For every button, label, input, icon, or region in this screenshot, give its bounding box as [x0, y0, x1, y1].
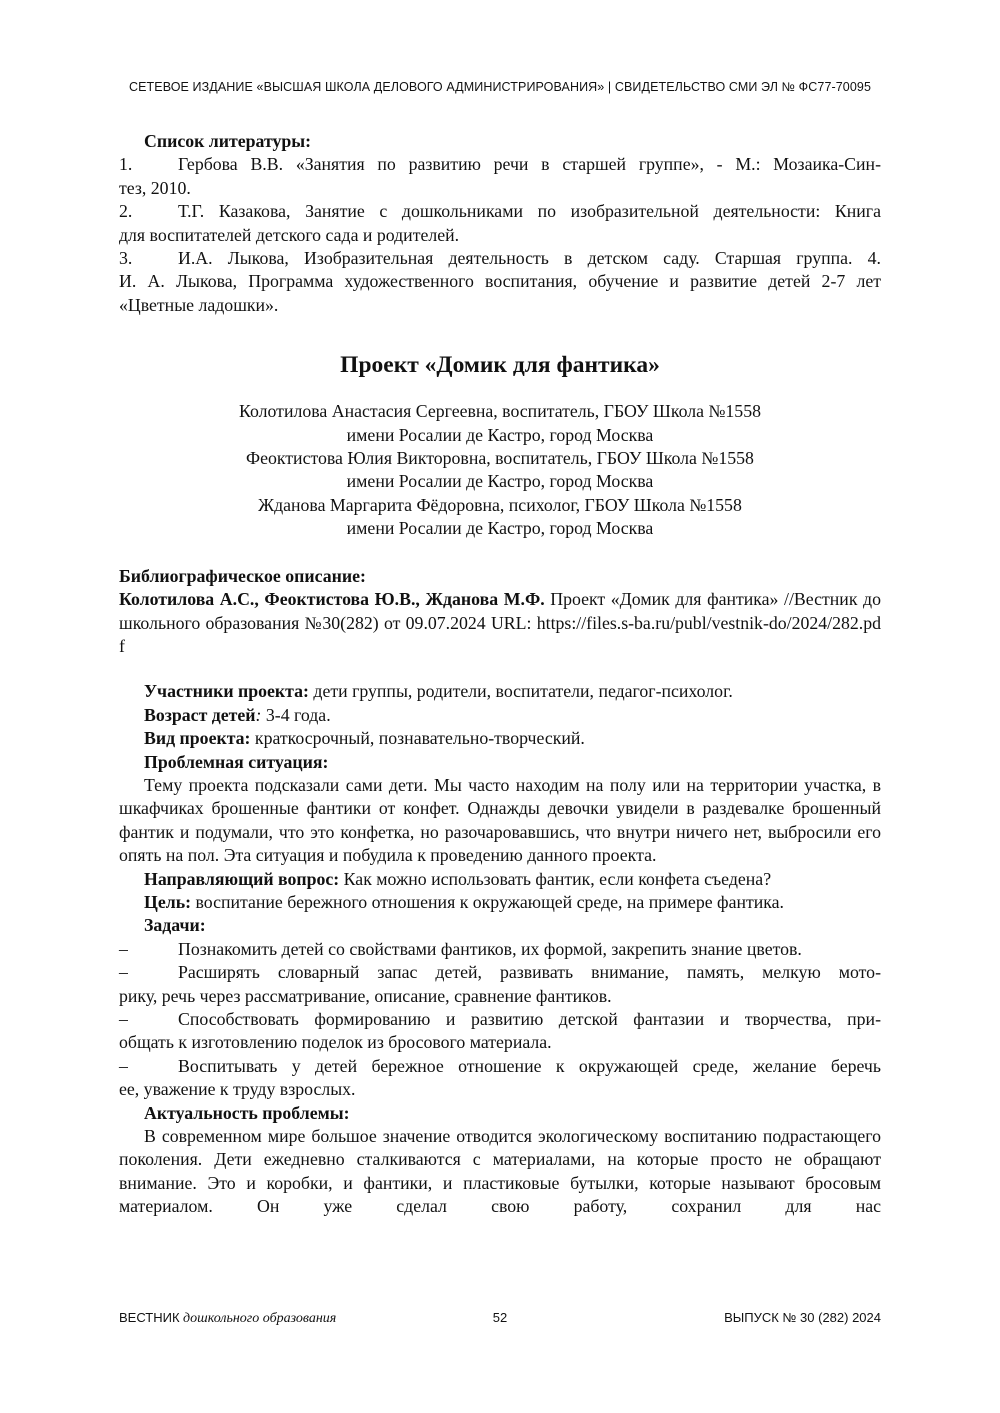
dash-bullet: – — [119, 938, 128, 959]
dash-bullet: – — [119, 962, 128, 983]
reference-number: 2. — [119, 201, 133, 222]
author-line: имени Росалии де Кастро, город Москва — [346, 471, 654, 492]
task-text: Познакомить детей со свойствами фантиков, их формой, закрепить знание цветов. — [178, 938, 802, 959]
author-line: имени Росалии де Кастро, город Москва — [346, 518, 654, 539]
project-info — [119, 680, 881, 1218]
author-line: Колотилова Анастасия Сергеевна, воспитатель, ГБОУ Школа №1558 — [239, 401, 761, 422]
running-header: СЕТЕВОЕ ИЗДАНИЕ «ВЫСШАЯ ШКОЛА ДЕЛОВОГО АДМИНИСТРИРОВАНИЯ» | СВИДЕТЕЛЬСТВО СМИ ЭЛ № ФС77-70095 — [128, 80, 872, 94]
reference-text-cont: И. А. Лыкова, Программа художественного воспитания, обучение и развитие детей 2-7 лет «Цветные ладошки». — [119, 271, 881, 315]
dash-bullet: – — [119, 1055, 128, 1076]
task-text: Воспитывать у детей бережное отношение к окружающей среде, желание беречь — [178, 1055, 881, 1076]
dash-bullet: – — [119, 1009, 128, 1029]
reference-number: 1. — [119, 154, 133, 175]
task-text-cont: ее, уважение к труду взрослых. — [119, 1079, 356, 1100]
participants: Участники проекта: дети группы, родители, воспитатели, педагог-психолог. — [144, 681, 733, 702]
authors-block — [119, 400, 881, 540]
task-text: Способствовать формированию и развитию детской фантазии и творчества, при- — [178, 1009, 881, 1029]
bib-citation: Проект «Домик для фантика» //Вестник дошкольного образования №30(282) от 09.07.2024 URL: https://files.s-ba.ru/publ/vestnik-do/2024/282.pdf — [119, 589, 881, 656]
relevance-heading: Актуальность проблемы: — [144, 1102, 350, 1123]
project-type: Вид проекта: краткосрочный, познавательно-творческий. — [144, 728, 585, 749]
reference-number: 3. — [119, 248, 133, 269]
children-age: Возраст детей: 3-4 года. — [144, 704, 331, 725]
bib-authors: Колотилова А.С., Феоктистова Ю.В., Жданова М.Ф. — [119, 589, 545, 610]
issue-number: ВЫПУСК № 30 (282) 2024 — [724, 1310, 881, 1325]
task-item — [119, 938, 881, 961]
problem-heading: Проблемная ситуация: — [144, 751, 329, 772]
page-number: 52 — [492, 1310, 508, 1325]
project-goal: Цель: воспитание бережного отношения к окружающей среде, на примере фантика. — [144, 891, 784, 912]
task-item — [119, 961, 881, 1008]
reference-text-cont: тез, 2010. — [119, 177, 191, 198]
reference-text-cont: для воспитателей детского сада и родителей. — [119, 224, 460, 245]
article-title: Проект «Домик для фантика» — [340, 352, 660, 379]
author-line: имени Росалии де Кастро, город Москва — [346, 424, 654, 445]
bib-text — [119, 588, 881, 658]
task-text-cont: общать к изготовлению поделок из бросового материала. — [119, 1032, 552, 1053]
task-item — [119, 1055, 881, 1102]
page-footer — [119, 1310, 881, 1330]
references-heading: Список литературы: — [144, 131, 312, 151]
page-content — [119, 130, 881, 1219]
reference-text: Гербова В.В. «Занятия по развитию речи в старшей группе», - М.: Мозаика-Син- — [178, 154, 881, 175]
bibliographic-description — [119, 565, 881, 659]
tasks-heading: Задачи: — [144, 915, 206, 936]
reference-item — [119, 247, 881, 317]
reference-text: Т.Г. Казакова, Занятие с дошкольниками по изобразительной деятельности: Книга — [178, 201, 881, 222]
guiding-question: Направляющий вопрос: Как можно использовать фантик, если конфета съедена? — [144, 868, 772, 889]
reference-item — [119, 153, 881, 200]
author-line: Жданова Маргарита Фёдоровна, психолог, ГБОУ Школа №1558 — [258, 494, 742, 515]
bib-heading: Библиографическое описание: — [119, 565, 366, 586]
reference-text: И.А. Лыкова, Изобразительная деятельность в детском саду. Старшая группа. 4. — [178, 248, 881, 269]
author-line: Феоктистова Юлия Викторовна, воспитатель, ГБОУ Школа №1558 — [246, 448, 754, 469]
problem-text: Тему проекта подсказали сами дети. Мы часто находим на полу или на территории участка, в шкафчиках брошенные фантики от конфет. Однажды девочки увидели в раздевалке брошенный фантик и подумали, что это конфетка, но разочаровавшись, что внутри ничего нет, выбросили его опять на пол. Эта ситуация и побудила к проведению данного проекта. — [119, 774, 881, 866]
task-item — [119, 1008, 881, 1055]
task-text-cont: рику, речь через рассматривание, описание, сравнение фантиков. — [119, 985, 612, 1006]
journal-name: ВЕСТНИК дошкольного образования — [119, 1310, 337, 1326]
reference-item — [119, 200, 881, 247]
task-text: Расширять словарный запас детей, развивать внимание, память, мелкую мото- — [178, 962, 881, 983]
relevance-text: В современном мире большое значение отводится экологическому воспитанию подрастающего поколения. Дети ежедневно сталкиваются с материалами, на которые просто не обращают внимание. Это и коробки, и фантики, и пластиковые бутылки, которые называют бросовым материалом. Он уже сделал свою работу, сохранил для нас — [119, 1126, 881, 1217]
